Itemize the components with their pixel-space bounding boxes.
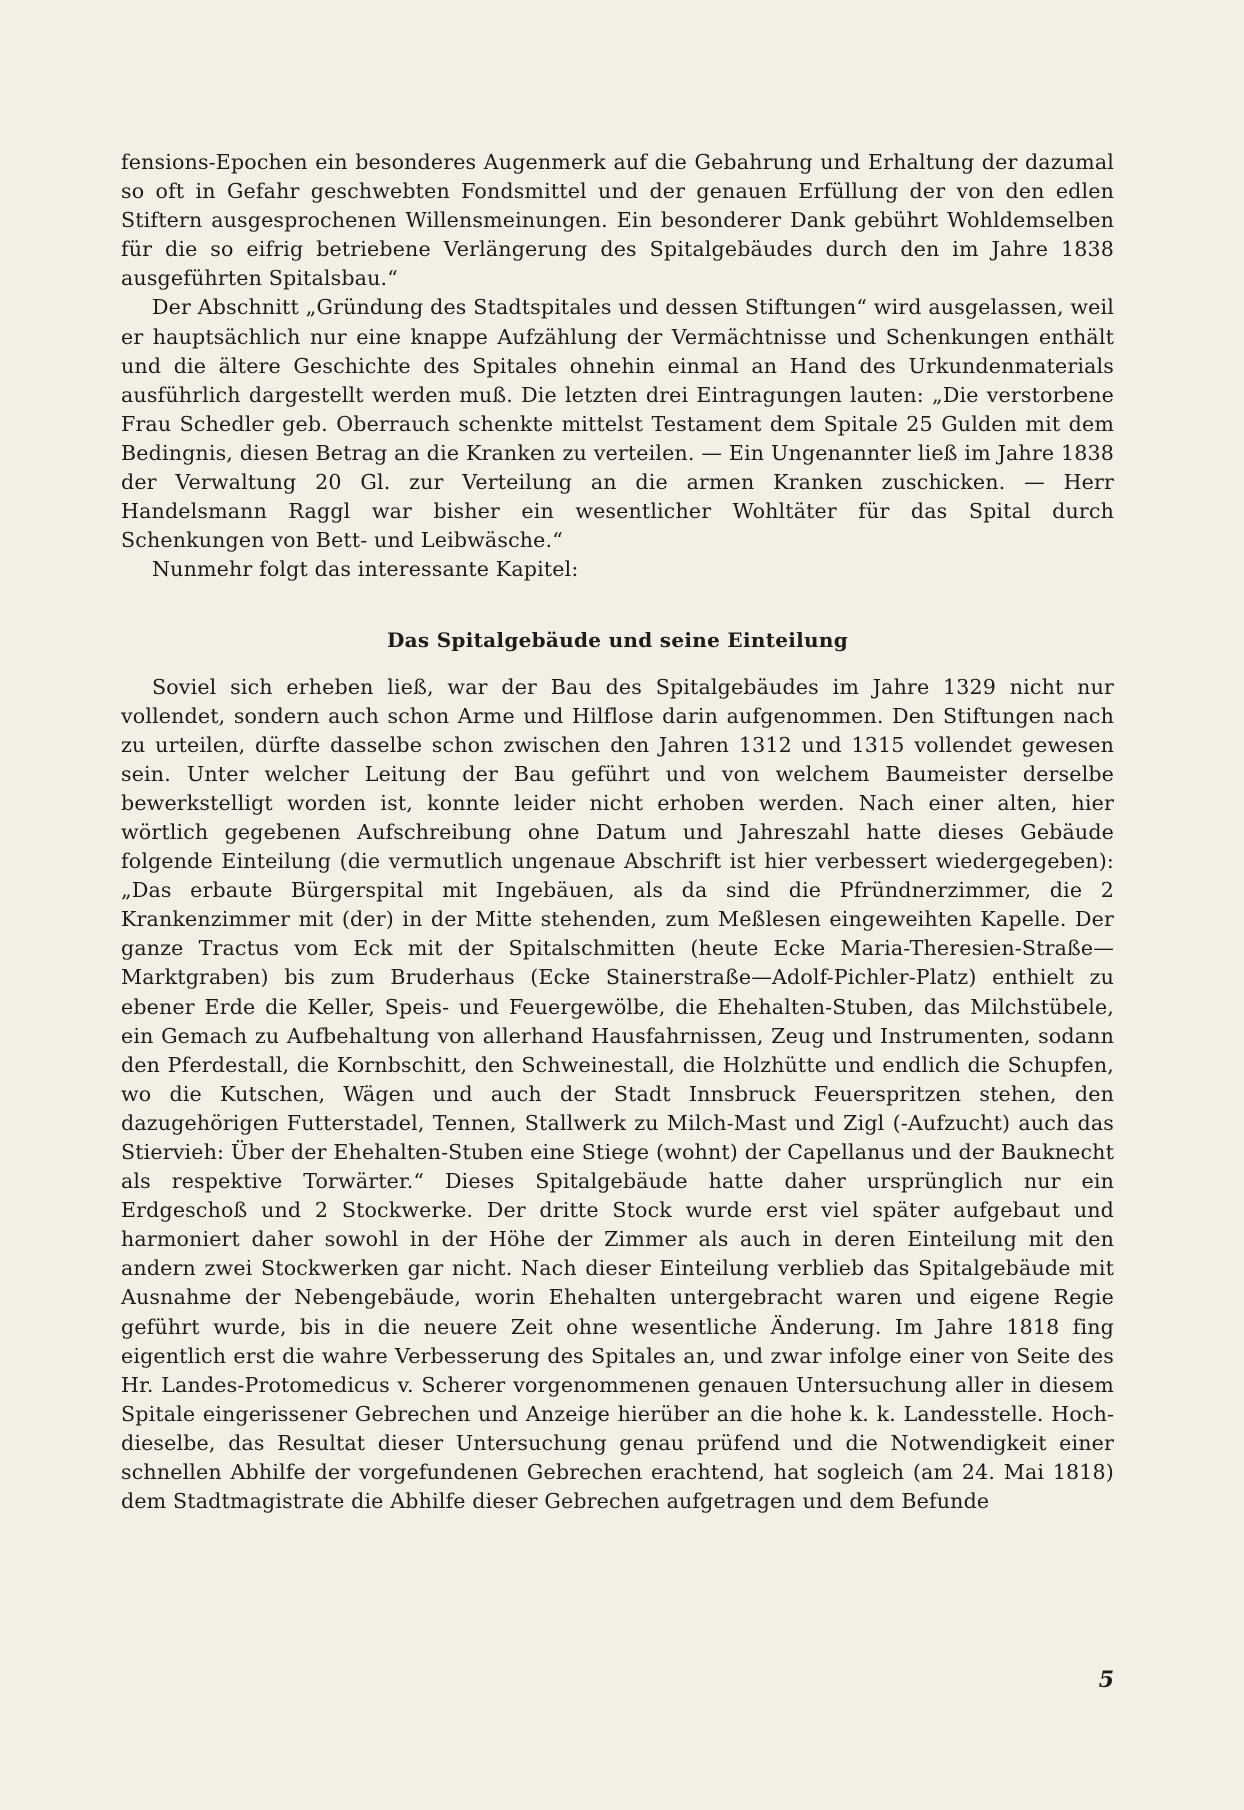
- paragraph-abschnitt: Der Abschnitt „Gründung des Stadtspitales und dessen Stiftungen“ wird ausgelassen, weil er hauptsächlich nur eine knappe Aufzählung der Vermächtnisse und Schenkungen enthält und die ältere Geschichte des Spitales ohnehin einmal an Hand des Urkundenmaterials ausführlich dargestellt werden muß. Die letzten drei Eintragungen lauten: „Die verstorbene Frau Schedler geb. Oberrauch schenkte mittelst Testament dem Spitale 25 Gulden mit dem Bedingnis, diesen Betrag an die Kranken zu verteilen. — Ein Ungenannter ließ im Jahre 1838 der Verwaltung 20 Gl. zur Verteilung an die armen Kranken zuschicken. — Herr Handelsmann Raggl war bisher ein wesentlicher Wohltäter für das Spital durch Schenkungen von Bett- und Leibwäsche.“: [121, 295, 1114, 553]
- paragraph-continuation: fensions-Epochen ein besonderes Augenmerk auf die Gebahrung und Erhaltung der dazumal so oft in Gefahr geschwebten Fondsmittel und der genauen Erfüllung der von den edlen Stiftern ausgesprochenen Willensmeinungen. Ein besonderer Dank gebührt Wohldemselben für die so eifrig betriebene Verlängerung des Spitalgebäudes durch den im Jahre 1838 ausgeführten Spitalsbau.“: [121, 150, 1114, 291]
- section-heading: Das Spitalgebäude und seine Einteilung: [386, 628, 849, 653]
- body-text: [121, 148, 1114, 1516]
- page-number: 5: [1098, 1667, 1114, 1693]
- paragraph-kapitel-intro: Nunmehr folgt das interessante Kapitel:: [152, 557, 579, 582]
- paragraph-spitalgebaeude: Soviel sich erheben ließ, war der Bau des Spitalgebäudes im Jahre 1329 nicht nur vollendet, sondern auch schon Arme und Hilflose darin aufgenommen. Den Stiftungen nach zu urteilen, dürfte dasselbe schon zwischen den Jahren 1312 und 1315 vollendet gewesen sein. Unter welcher Leitung der Bau geführt und von welchem Baumeister derselbe bewerkstelligt worden ist, konnte leider nicht erhoben werden. Nach einer alten, hier wörtlich gegebenen Aufschreibung ohne Datum und Jahreszahl hatte dieses Gebäude folgende Einteilung (die vermutlich ungenaue Abschrift ist hier verbessert wiedergegeben): „Das erbaute Bürgerspital mit Ingebäuen, als da sind die Pfründnerzimmer, die 2 Krankenzimmer mit (der) in der Mitte stehenden, zum Meßlesen eingeweihten Kapelle. Der ganze Tractus vom Eck mit der Spitalschmitten (heute Ecke Maria-Theresien-Straße—Marktgraben) bis zum Bruderhaus (Ecke Stainerstraße—Adolf-Pichler-Platz) enthielt zu ebener Erde die Keller, Speis- und Feuergewölbe, die Ehehalten-Stuben, das Milchstübele, ein Gemach zu Aufbehaltung von allerhand Hausfahrnissen, Zeug und Instrumenten, sodann den Pferdestall, die Kornbschitt, den Schweinestall, die Holzhütte und endlich die Schupfen, wo die Kutschen, Wägen und auch der Stadt Innsbruck Feuerspritzen stehen, den dazugehörigen Futterstadel, Tennen, Stallwerk zu Milch-Mast und Zigl (-Aufzucht) auch das Stiervieh: Über der Ehehalten-Stuben eine Stiege (wohnt) der Capellanus und der Bauknecht als respektive Torwärter.“ Dieses Spitalgebäude hatte daher ursprünglich nur ein Erdgeschoß und 2 Stockwerke. Der dritte Stock wurde erst viel später aufgebaut und harmoniert daher sowohl in der Höhe der Zimmer als auch in deren Einteilung mit den andern zwei Stockwerken gar nicht. Nach dieser Einteilung verblieb das Spitalgebäude mit Ausnahme der Nebengebäude, worin Ehehalten untergebracht waren und eigene Regie geführt wurde, bis in die neuere Zeit ohne wesentliche Änderung. Im Jahre 1818 fing eigentlich erst die wahre Verbesserung des Spitales an, und zwar infolge einer von Seite des Hr. Landes-Protomedicus v. Scherer vorgenommenen genauen Untersuchung aller in diesem Spitale eingerissener Gebrechen und Anzeige hierüber an die hohe k. k. Landesstelle. Hochdieselbe, das Resultat dieser Untersuchung genau prüfend und die Notwendigkeit einer schnellen Abhilfe der vorgefundenen Gebrechen erachtend, hat sogleich (am 24. Mai 1818) dem Stadtmagistrate die Abhilfe dieser Gebrechen aufgetragen und dem Befunde: [121, 674, 1114, 1514]
